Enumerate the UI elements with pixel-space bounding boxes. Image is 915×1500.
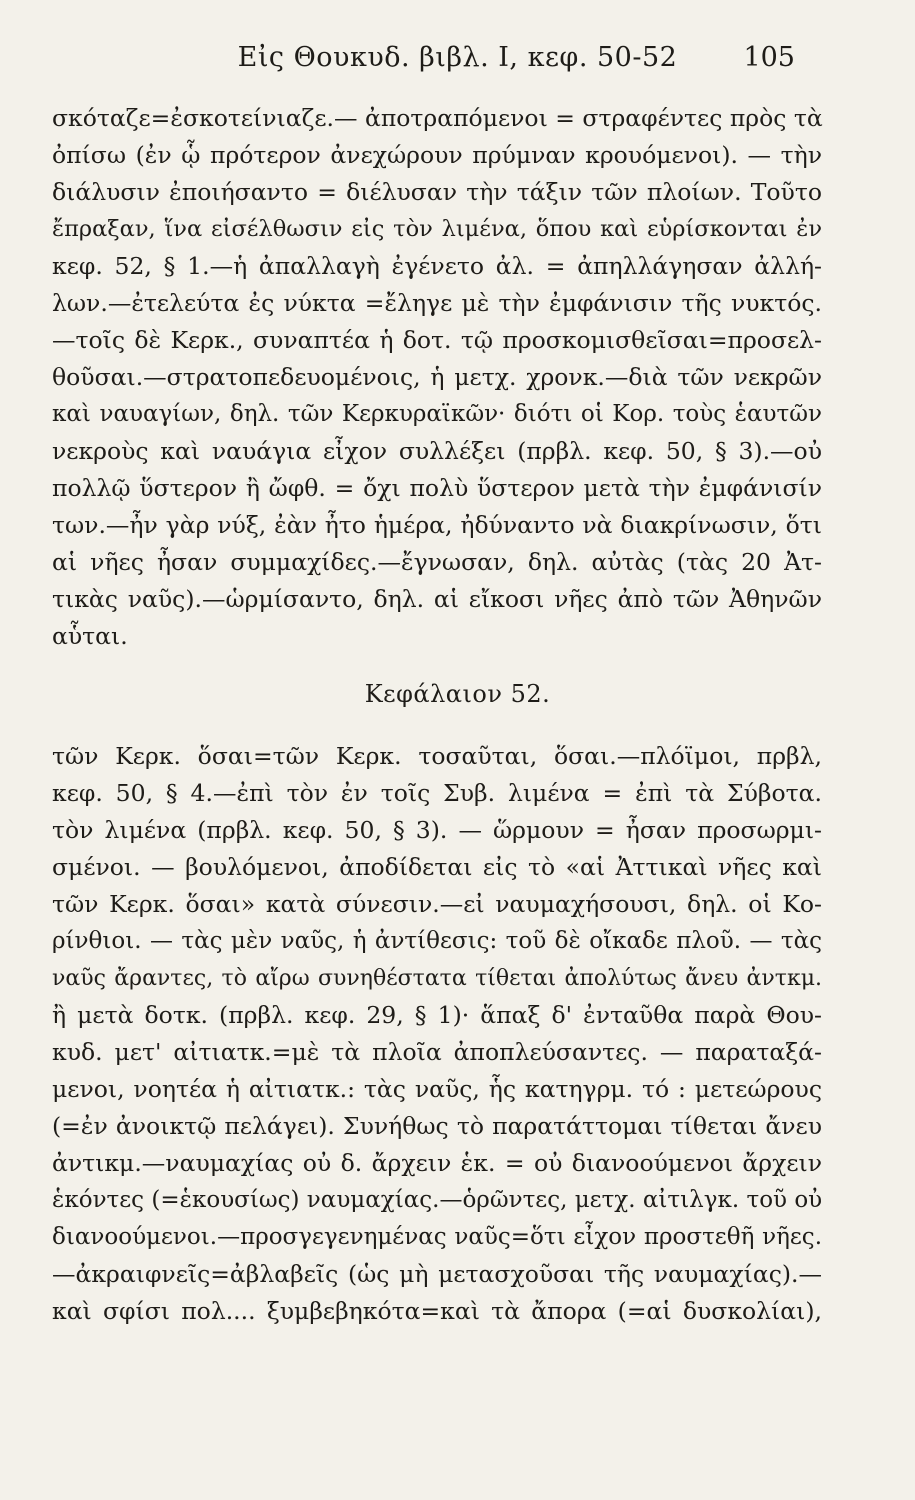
text-line: ἔπραξαν, ἵνα εἰσέλθωσιν εἰς τὸν λιμένα, ὅπου καὶ εὑρίσκονται ἐν (52, 216, 822, 242)
text-line: ναῦς ἄραντες, τὸ αἴρω συνηθέστατα τίθεται ἀπολύτως ἄνευ ἀντκμ. (52, 966, 822, 991)
text-line: ἀντικμ.—ναυμαχίας οὐ δ. ἄρχειν ἑκ. = οὐ διανοούμενοι ἄρχειν (52, 1149, 822, 1177)
text-line: κυδ. μετ' αἰτιατκ.=μὲ τὰ πλοῖα ἀποπλεύσαντες. — παραταξά- (52, 1038, 822, 1066)
text-line: των.—ἦν γὰρ νύξ, ἐὰν ἦτο ἡμέρα, ἠδύναντο νὰ διακρίνωσιν, ὅτι (52, 511, 822, 539)
commentary-paragraph-chapter-51 (52, 100, 822, 655)
text-line: καὶ σφίσι πολ.... ξυμβεβηκότα=καὶ τὰ ἄπορα (=αἱ δυσκολίαι), (52, 1297, 822, 1325)
chapter-heading: Κεφάλαιον 52. (364, 680, 551, 708)
text-line: ἢ μετὰ δοτκ. (πρβλ. κεφ. 29, § 1)· ἅπαξ δ' ἐνταῦθα παρὰ Θου- (52, 1001, 822, 1029)
text-line: τῶν Κερκ. ὅσαι=τῶν Κερκ. τοσαῦται, ὅσαι.—πλόϊμοι, πρβλ, (52, 742, 822, 770)
text-line: τικὰς ναῦς).—ὡρμίσαντο, δηλ. αἱ εἴκοσι νῆες ἀπὸ τῶν Ἀθηνῶν (52, 585, 822, 613)
text-line: σκόταζε=ἐσκοτείνιαζε.— ἀποτραπόμενοι = στραφέντες πρὸς τὰ (52, 104, 823, 132)
commentary-paragraph-chapter-52 (52, 738, 822, 1330)
text-line: κεφ. 50, § 4.—ἐπὶ τὸν ἐν τοῖς Συβ. λιμένα = ἐπὶ τὰ Σύβοτα. (52, 779, 822, 807)
text-line: —τοῖς δὲ Κερκ., συναπτέα ἡ δοτ. τῷ προσκομισθεῖσαι=προσελ- (52, 326, 822, 354)
text-line: διάλυσιν ἐποιήσαντο = διέλυσαν τὴν τάξιν τῶν πλοίων. Τοῦτο (52, 178, 822, 206)
text-line: λων.—ἐτελεύτα ἐς νύκτα =ἔληγε μὲ τὴν ἐμφάνισιν τῆς νυκτός. (52, 289, 822, 317)
text-line: —ἀκραιφνεῖς=ἀβλαβεῖς (ὡς μὴ μετασχοῦσαι τῆς ναυμαχίας).— (52, 1260, 822, 1288)
page-number: 105 (743, 42, 795, 73)
text-line: νεκροὺς καὶ ναυάγια εἶχον συλλέξει (πρβλ. κεφ. 50, § 3).—οὐ (52, 437, 822, 465)
text-line: καὶ ναυαγίων, δηλ. τῶν Κερκυραϊκῶν· διότι οἱ Κορ. τοὺς ἑαυτῶν (52, 401, 822, 427)
text-line: κεφ. 52, § 1.—ἡ ἀπαλλαγὴ ἐγένετο ἀλ. = ἀπηλλάγησαν ἀλλή- (52, 252, 822, 280)
text-line: πολλῷ ὕστερον ἢ ὤφθ. = ὄχι πολὺ ὕστερον μετὰ τὴν ἐμφάνισίν (52, 474, 822, 502)
text-line: ἑκόντες (=ἑκουσίως) ναυμαχίας.—ὁρῶντες, μετχ. αἰτιλγκ. τοῦ οὐ (52, 1187, 823, 1213)
text-line: ρίνθιοι. — τὰς μὲν ναῦς, ἡ ἀντίθεσις: τοῦ δὲ οἴκαδε πλοῦ. — τὰς (52, 928, 822, 954)
text-line: τὸν λιμένα (πρβλ. κεφ. 50, § 3). — ὥρμουν = ἦσαν προσωρμι- (52, 816, 822, 844)
text-line: ὀπίσω (ἐν ᾧ πρότερον ἀνεχώρουν πρύμναν κρουόμενοι). — τὴν (52, 141, 822, 169)
text-line: διανοούμενοι.—προσγεγενημένας ναῦς=ὅτι εἶχον προστεθῆ νῆες. (52, 1224, 822, 1250)
text-line: μενοι, νοητέα ἡ αἰτιατκ.: τὰς ναῦς, ἧς κατηγρμ. τό : μετεώρους (52, 1075, 822, 1103)
running-title: Εἰς Θουκυδ. βιβλ. I, κεφ. 50-52 (237, 42, 678, 73)
text-line: τῶν Κερκ. ὅσαι» κατὰ σύνεσιν.—εἰ ναυμαχήσουσι, δηλ. οἱ Κο- (52, 890, 822, 918)
text-line: θοῦσαι.—στρατοπεδευομένοις, ἡ μετχ. χρονκ.—διὰ τῶν νεκρῶν (52, 363, 822, 391)
text-line: σμένοι. — βουλόμενοι, ἀποδίδεται εἰς τὸ «αἱ Ἀττικαὶ νῆες καὶ (52, 853, 822, 881)
text-line: αἱ νῆες ἦσαν συμμαχίδες.—ἔγνωσαν, δηλ. αὐτὰς (τὰς 20 Ἀτ- (52, 548, 822, 576)
text-line: (=ἐν ἀνοικτῷ πελάγει). Συνήθως τὸ παρατάττομαι τίθεται ἄνευ (52, 1112, 822, 1140)
text-line: αὗται. (52, 622, 128, 650)
